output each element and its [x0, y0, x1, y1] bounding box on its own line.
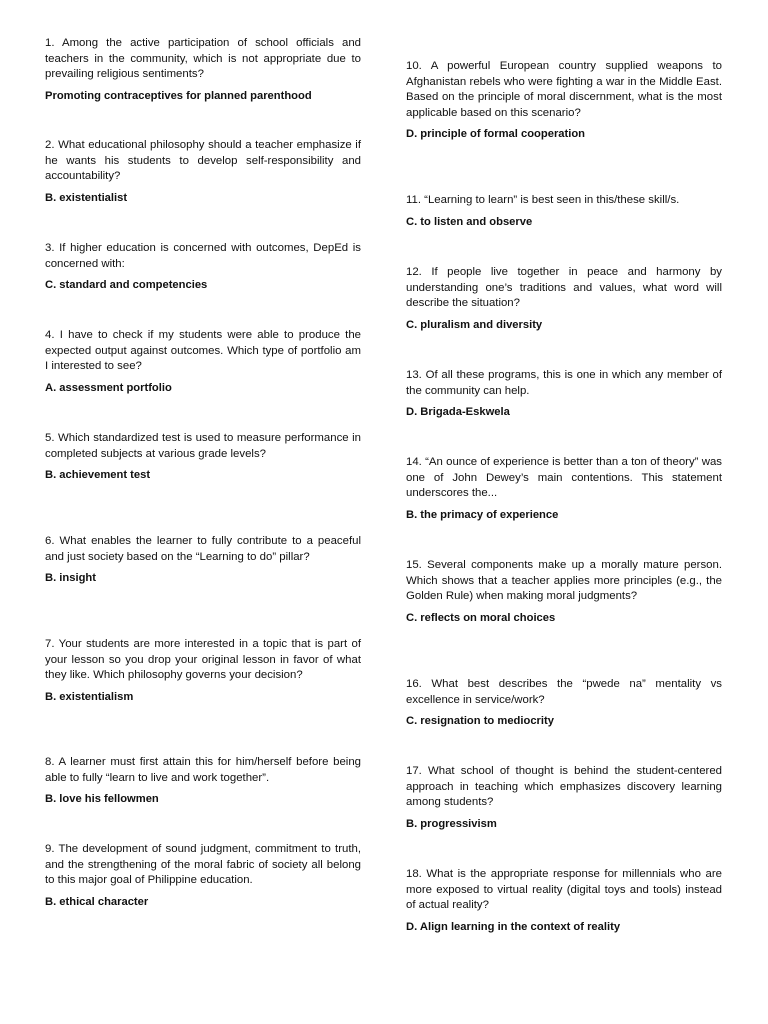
answer-text: D. Brigada-Eskwela — [406, 406, 510, 419]
question-block-6 — [45, 534, 361, 585]
answer-text: D. Align learning in the context of reality — [406, 920, 621, 933]
question-block-5 — [45, 431, 361, 482]
question-text: 11. “Learning to learn” is best seen in this/these skill/s. — [406, 194, 680, 206]
question-block-8 — [45, 755, 361, 806]
answer-text: A. assessment portfolio — [45, 381, 172, 394]
answer-text: C. standard and competencies — [45, 279, 208, 292]
answer-text: Promoting contraceptives for planned parenthood — [45, 89, 312, 102]
question-block-15 — [406, 558, 722, 625]
question-text: 2. What educational philosophy should a teacher emphasize if he wants his students to develop self-responsibility and accountability? — [45, 139, 361, 183]
answer-text: C. to listen and observe — [406, 215, 533, 228]
question-text: 7. Your students are more interested in a topic that is part of your lesson so you drop your original lesson in favor of what they like. Which philosophy governs your decision? — [45, 638, 361, 682]
question-block-11 — [406, 193, 722, 229]
question-text: 16. What best describes the “pwede na” mentality vs excellence in service/work? — [406, 678, 722, 706]
question-text: 4. I have to check if my students were able to produce the expected output against outcomes. Which type of portfolio am I interested to see? — [45, 329, 361, 373]
question-text: 6. What enables the learner to fully contribute to a peaceful and just society based on the “Learning to do” pillar? — [45, 535, 361, 563]
question-text: 10. A powerful European country supplied weapons to Afghanistan rebels who were fighting a war in the Middle East. Based on the principle of moral discernment, what is the most applicable based on this scenario? — [406, 60, 722, 119]
answer-text: B. existentialist — [45, 191, 128, 204]
question-block-7 — [45, 637, 361, 704]
answer-text: D. principle of formal cooperation — [406, 128, 586, 141]
answer-text: B. love his fellowmen — [45, 793, 159, 806]
question-block-3 — [45, 241, 361, 292]
question-block-10 — [406, 59, 722, 141]
question-text: 5. Which standardized test is used to measure performance in completed subjects at various grade levels? — [45, 432, 361, 460]
question-text: 3. If higher education is concerned with outcomes, DepEd is concerned with: — [45, 242, 361, 270]
answer-text: C. pluralism and diversity — [406, 318, 543, 331]
question-block-16 — [406, 677, 722, 728]
answer-text: C. resignation to mediocrity — [406, 715, 554, 728]
question-block-12 — [406, 265, 722, 332]
question-text: 12. If people live together in peace and harmony by understanding one’s traditions and values, what word will describe the situation? — [406, 266, 722, 310]
question-block-1 — [45, 36, 361, 103]
answer-text: B. achievement test — [45, 469, 151, 482]
question-block-13 — [406, 368, 722, 419]
answer-text: B. progressivism — [406, 817, 497, 830]
question-block-18 — [406, 867, 722, 934]
question-block-9 — [45, 842, 361, 909]
question-text: 15. Several components make up a morally mature person. Which shows that a teacher applies more principles (e.g., the Golden Rule) when making moral judgments? — [406, 559, 722, 603]
question-text: 17. What school of thought is behind the student-centered approach in teaching which emphasizes discovery learning among students? — [406, 765, 722, 809]
answer-text: B. ethical character — [45, 895, 149, 908]
question-text: 18. What is the appropriate response for millennials who are more exposed to virtual reality (digital toys and tools) instead of actual reality? — [406, 868, 722, 912]
question-block-4 — [45, 328, 361, 395]
answer-text: B. the primacy of experience — [406, 508, 559, 521]
answer-text: C. reflects on moral choices — [406, 611, 556, 624]
question-text: 8. A learner must first attain this for him/herself before being able to fully “learn to live and work together”. — [45, 756, 361, 784]
answer-text: B. insight — [45, 572, 96, 585]
question-text: 9. The development of sound judgment, commitment to truth, and the strengthening of the moral fabric of society all belong to this major goal of Philippine education. — [45, 843, 361, 887]
question-text: 1. Among the active participation of school officials and teachers in the community, which is not appropriate due to prevailing religious sentiments? — [45, 37, 361, 81]
question-text: 13. Of all these programs, this is one in which any member of the community can help. — [406, 369, 722, 397]
question-text: 14. “An ounce of experience is better than a ton of theory” was one of John Dewey’s main contentions. This statement underscores the... — [406, 456, 722, 500]
question-block-2 — [45, 138, 361, 205]
question-block-14 — [406, 455, 722, 522]
question-block-17 — [406, 764, 722, 831]
answer-text: B. existentialism — [45, 690, 134, 703]
